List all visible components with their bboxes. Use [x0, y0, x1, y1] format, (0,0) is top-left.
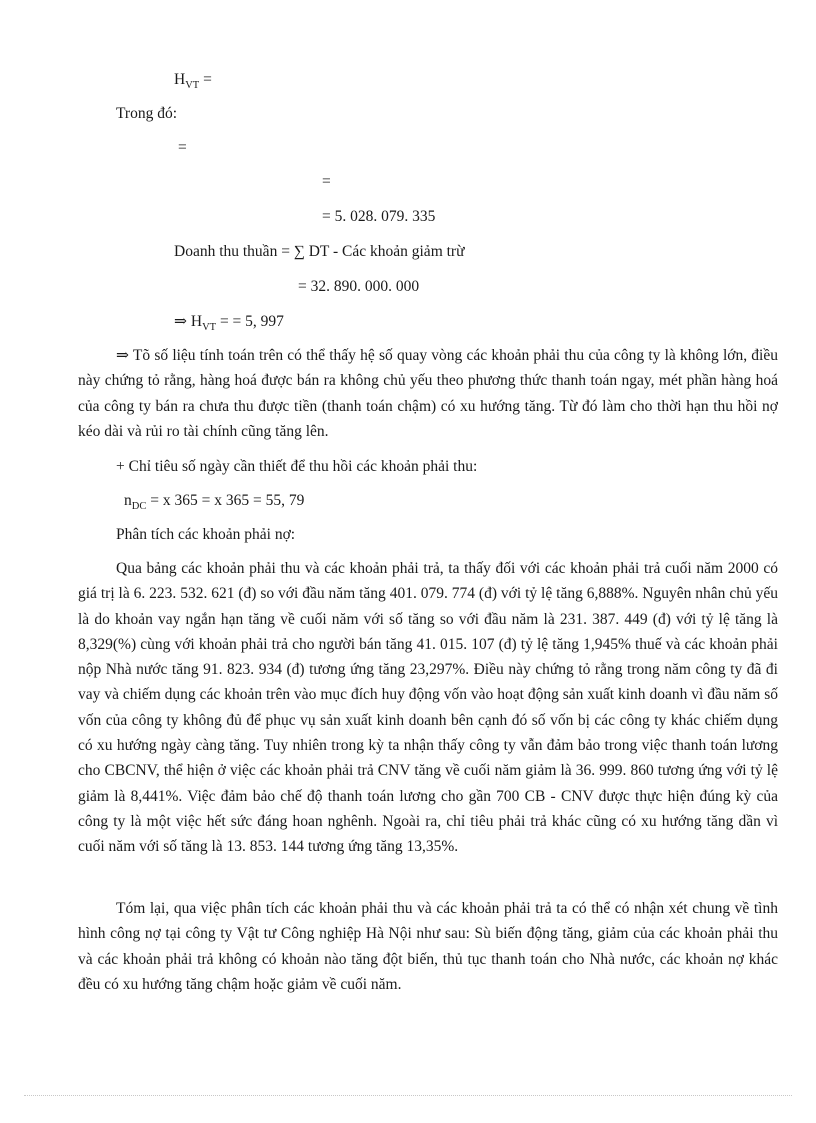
- page-bottom-divider: [24, 1095, 792, 1096]
- ndc-value: = x 365 = x 365 = 55, 79: [146, 492, 305, 509]
- hvt-result: [174, 312, 284, 334]
- doanh-thu-thuan-formula: Doanh thu thuần = ∑ DT - Các khoản giảm trừ: [174, 243, 465, 260]
- equation-line-4: = 32. 890. 000. 000: [298, 278, 420, 295]
- ndc-subscript: DC: [131, 501, 147, 512]
- paragraph-conclusion-receivables: ⇒ Tõ số liệu tính toán trên có thể thấy hệ số quay vòng các khoản phải thu của công ty là không lớn, điều này chứng tỏ rằng, hàng hoá được bán ra không chủ yếu theo phương thức thanh toán ngay, mét phần hàng hoá của công ty bán ra chưa thu được tiền (thanh toán chậm) có xu hướng tăng. Từ đó làm cho thời hạn thu hồi nợ kéo dài và rủi ro tài chính cũng tăng lên.: [78, 347, 778, 440]
- hvt-equals: =: [199, 71, 212, 88]
- hvt-formula: [174, 70, 212, 92]
- result-value: = = 5, 997: [216, 313, 284, 330]
- equation-line-2: =: [322, 173, 331, 190]
- phan-tich-heading: Phân tích các khoản phải nợ:: [116, 526, 296, 543]
- equation-line-3: = 5. 028. 079. 335: [322, 208, 436, 225]
- result-subscript: VT: [202, 322, 217, 333]
- paragraph-summary: Tóm lại, qua việc phân tích các khoản phải thu và các khoản phải trả ta có thể có nhận xét chung về tình hình công nợ tại công ty Vật tư Công nghiệp Hà Nội như sau: Sù biến động tăng, giảm của các khoản phải thu và các khoản phải trả không có khoản nào tăng đột biến, thủ tục thanh toán cho Nhà nước, các khoản nợ khác đều có xu hướng tăng chậm hoặc giảm về cuối năm.: [78, 900, 778, 993]
- hvt-symbol: H: [174, 71, 186, 88]
- hvt-subscript: VT: [185, 80, 200, 91]
- equation-line-1: =: [178, 139, 187, 156]
- ndc-formula: [124, 491, 304, 513]
- chi-tieu-line: + Chỉ tiêu số ngày cần thiết để thu hồi các khoản phải thu:: [116, 458, 478, 475]
- trong-do-label: Trong đó:: [116, 105, 178, 122]
- ndc-symbol: n: [124, 492, 132, 509]
- paragraph-payables-analysis: Qua bảng các khoản phải thu và các khoản phải trả, ta thấy đối với các khoản phải trả cuối năm 2000 có giá trị là 6. 223. 532. 621 (đ) so với đầu năm tăng 401. 079. 774 (đ) với tỷ lệ tăng 6,888%. Nguyên nhân chủ yếu là do khoản vay ngắn hạn tăng về cuối năm với số tăng so với đầu năm là 231. 387. 449 (đ) với tỷ lệ tăng là 8,329(%) cùng với khoản phải trả cho người bán tăng 41. 015. 107 (đ) tỷ lệ tăng 1,945% thuế và các khoản phải nộp Nhà nước tăng 91. 823. 934 (đ) tương ứng tăng 23,297%. Điều này chứng tỏ rằng trong năm công ty đã đi vay và chiếm dụng các khoản trên vào mục đích huy động vốn vào hoạt động sản xuất kinh doanh vì đầu năm số vốn của công ty không đủ để phục vụ sản xuất kinh doanh bên cạnh đó số vốn bị các công ty khác chiếm dụng có xu hướng ngày càng tăng. Tuy nhiên trong kỳ ta nhận thấy công ty vẫn đảm bảo trong việc thanh toán lương cho CBCNV, thể hiện ở việc các khoản phải trả CNV tăng về cuối năm giảm là 36. 999. 860 tương ứng với tỷ lệ giảm là 8,441%. Việc đảm bảo chế độ thanh toán lương cho gần 700 CB - CNV được thực hiện đúng kỳ của công ty là một việc hết sức đáng hoan nghênh. Ngoài ra, chỉ tiêu phải trả khác cũng có xu hướng tăng dần vì cuối năm với số tăng là 13. 853. 144 tương ứng tăng 13,35%.: [78, 560, 778, 856]
- result-arrow: ⇒ H: [174, 313, 203, 330]
